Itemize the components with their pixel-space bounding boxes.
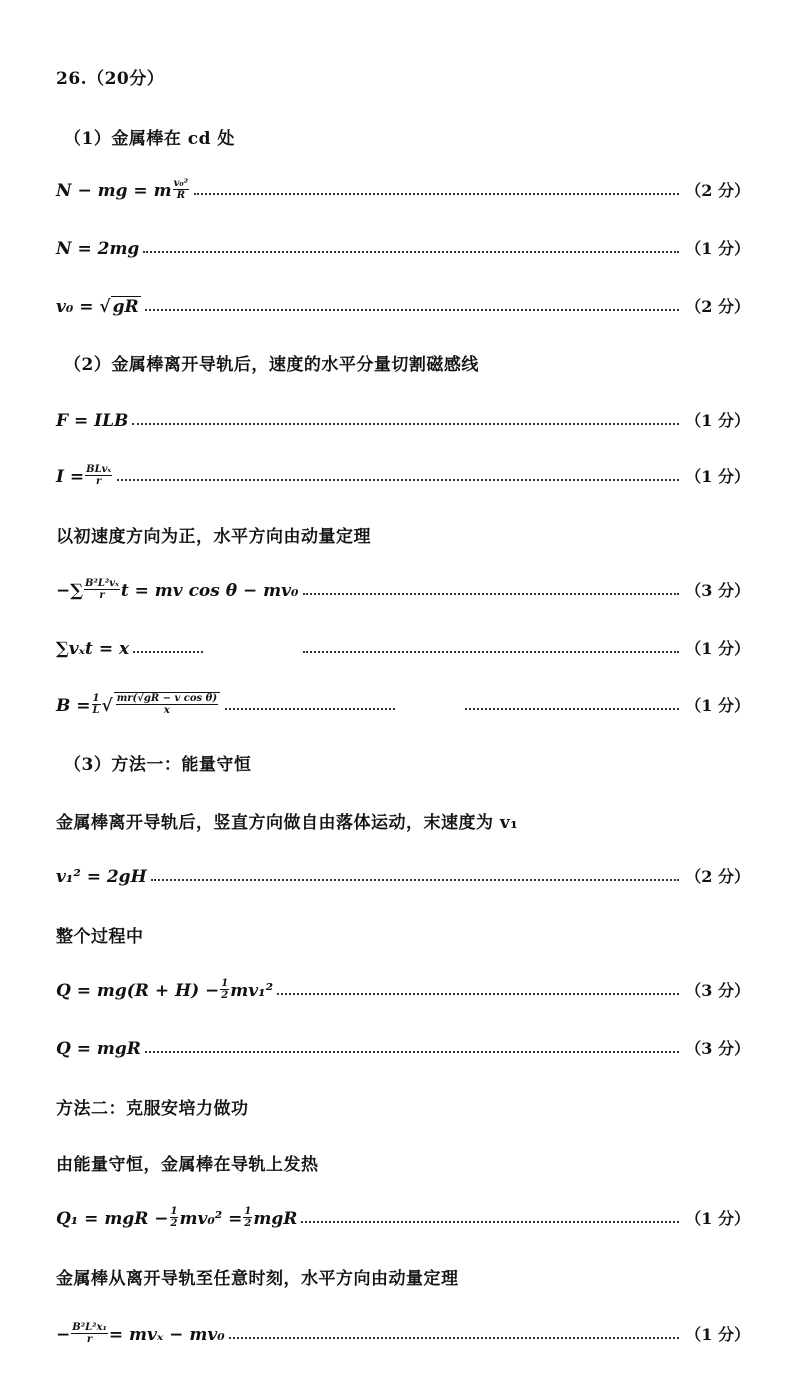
equation-13 (56, 1322, 750, 1345)
fraction-denominator: x (163, 705, 170, 716)
fraction-numerator: 1 (244, 1206, 252, 1217)
equation-2-text: N = 2mg (56, 239, 140, 259)
fraction-denominator: r (99, 590, 105, 601)
equation-5-lhs: I = (56, 467, 85, 487)
dot-leader (133, 650, 203, 653)
equation-3 (56, 294, 750, 317)
equation-8-fraction-1 (92, 693, 101, 716)
anytime-text-line (56, 1264, 750, 1289)
score-label: （1 分） (685, 639, 750, 658)
equation-13-rhs: = mvₓ − mv₀ (108, 1325, 225, 1345)
part1-heading: （1）金属棒在 cd 处 (64, 129, 235, 149)
whole-process-text: 整个过程中 (56, 927, 144, 947)
equation-13-lhs: − (56, 1325, 71, 1345)
score-label: （3 分） (685, 981, 750, 1000)
dot-leader (117, 478, 679, 481)
equation-12-rhs: mgR (253, 1209, 298, 1229)
equation-6 (56, 578, 750, 601)
fraction-numerator: 1 (170, 1206, 178, 1217)
equation-1 (56, 178, 750, 201)
fraction-numerator: v₀² (173, 178, 189, 189)
fraction-denominator: r (86, 1334, 93, 1345)
part2-heading-line (56, 350, 750, 375)
fraction-numerator: 1 (221, 978, 229, 989)
equation-13-fraction (71, 1322, 108, 1345)
equation-2 (56, 236, 750, 259)
score-label: （3 分） (685, 1039, 750, 1058)
equation-10 (56, 978, 750, 1001)
score-label: （1 分） (685, 467, 750, 486)
equation-3-lhs: v₀ = √ (56, 297, 111, 317)
equation-3-radicand: gR (112, 297, 139, 317)
equation-6-lhs: −∑ (56, 581, 84, 601)
anytime-text: 金属棒从离开导轨至任意时刻，水平方向由动量定理 (56, 1269, 459, 1289)
score-label: （2 分） (685, 867, 750, 886)
equation-10-lhs: Q = mg(R + H) − (56, 981, 220, 1001)
part3-heading-line (56, 750, 750, 775)
equation-11 (56, 1036, 750, 1059)
dot-leader (465, 707, 679, 710)
dot-leader (132, 422, 679, 425)
fraction-denominator: L (92, 705, 100, 716)
equation-12-lhs: Q₁ = mgR − (56, 1209, 169, 1229)
method2-heading-line (56, 1094, 750, 1119)
dot-leader (143, 250, 679, 253)
equation-12-mid: mv₀² = (179, 1209, 243, 1229)
part3-heading: （3）方法一：能量守恒 (64, 755, 252, 775)
equation-8 (56, 692, 750, 716)
equation-12-fraction-1 (170, 1206, 179, 1229)
equation-10-fraction (220, 978, 229, 1001)
score-label: （1 分） (685, 411, 750, 430)
fraction-numerator: mr(√gR − v cos θ) (116, 693, 218, 704)
radical-sign: √ (101, 696, 113, 716)
equation-7 (56, 636, 750, 659)
fraction-numerator: BLvₓ (86, 464, 112, 475)
score-label: （2 分） (685, 297, 750, 316)
equation-12-fraction-2 (243, 1206, 252, 1229)
fraction-numerator: B²L²vₓ (85, 578, 119, 589)
equation-5 (56, 464, 750, 487)
equation-1-lhs: N − mg = m (56, 181, 172, 201)
part2-heading: （2）金属棒离开导轨后，速度的水平分量切割磁感线 (64, 355, 479, 375)
equation-9-text: v₁² = 2gH (56, 867, 147, 887)
score-label: （2 分） (685, 181, 750, 200)
fraction-denominator: R (176, 190, 186, 201)
freefall-text-line (56, 808, 750, 833)
equation-9 (56, 864, 750, 887)
equation-8-fraction-2 (114, 692, 220, 716)
dot-leader (194, 192, 679, 195)
method2-heading: 方法二：克服安培力做功 (56, 1099, 249, 1119)
dot-leader (151, 878, 680, 881)
score-label: （1 分） (685, 239, 750, 258)
part1-heading-line (56, 124, 750, 149)
whole-process-text-line (56, 922, 750, 947)
fraction-numerator: B²L²x₁ (72, 1322, 107, 1333)
score-label: （3 分） (685, 581, 750, 600)
equation-8-lhs: B = (56, 696, 91, 716)
dot-leader (225, 707, 395, 710)
dot-leader (229, 1336, 680, 1339)
equation-4-text: F = ILB (56, 411, 129, 431)
equation-4 (56, 408, 750, 431)
fraction-denominator: 2 (170, 1218, 178, 1229)
dot-leader (301, 1220, 679, 1223)
score-label: （1 分） (685, 1325, 750, 1344)
dot-leader (145, 1050, 679, 1053)
fraction-denominator: 2 (244, 1218, 252, 1229)
equation-10-rhs: mv₁² (230, 981, 274, 1001)
problem-header: 26.（20分） (56, 69, 165, 89)
fraction-denominator: r (96, 476, 102, 487)
equation-1-fraction (173, 178, 190, 201)
freefall-text: 金属棒离开导轨后，竖直方向做自由落体运动，末速度为 v₁ (56, 813, 519, 833)
dot-leader (303, 650, 679, 653)
score-label: （1 分） (685, 1209, 750, 1228)
energy-text-line (56, 1150, 750, 1175)
momentum-text-line (56, 522, 750, 547)
dot-leader (145, 308, 680, 311)
equation-6-fraction (84, 578, 120, 601)
dot-leader (277, 992, 679, 995)
equation-7-text: ∑vₓt = x (56, 639, 130, 659)
fraction-numerator: 1 (92, 693, 100, 704)
problem-header-line (56, 64, 750, 89)
score-label: （1 分） (685, 696, 750, 715)
equation-12 (56, 1206, 750, 1229)
equation-6-rhs: t = mv cos θ − mv₀ (120, 581, 299, 601)
dot-leader (303, 592, 680, 595)
fraction-denominator: 2 (221, 990, 229, 1001)
equation-5-fraction (85, 464, 112, 487)
energy-text: 由能量守恒，金属棒在导轨上发热 (56, 1155, 319, 1175)
equation-11-text: Q = mgR (56, 1039, 141, 1059)
momentum-text: 以初速度方向为正，水平方向由动量定理 (56, 527, 371, 547)
